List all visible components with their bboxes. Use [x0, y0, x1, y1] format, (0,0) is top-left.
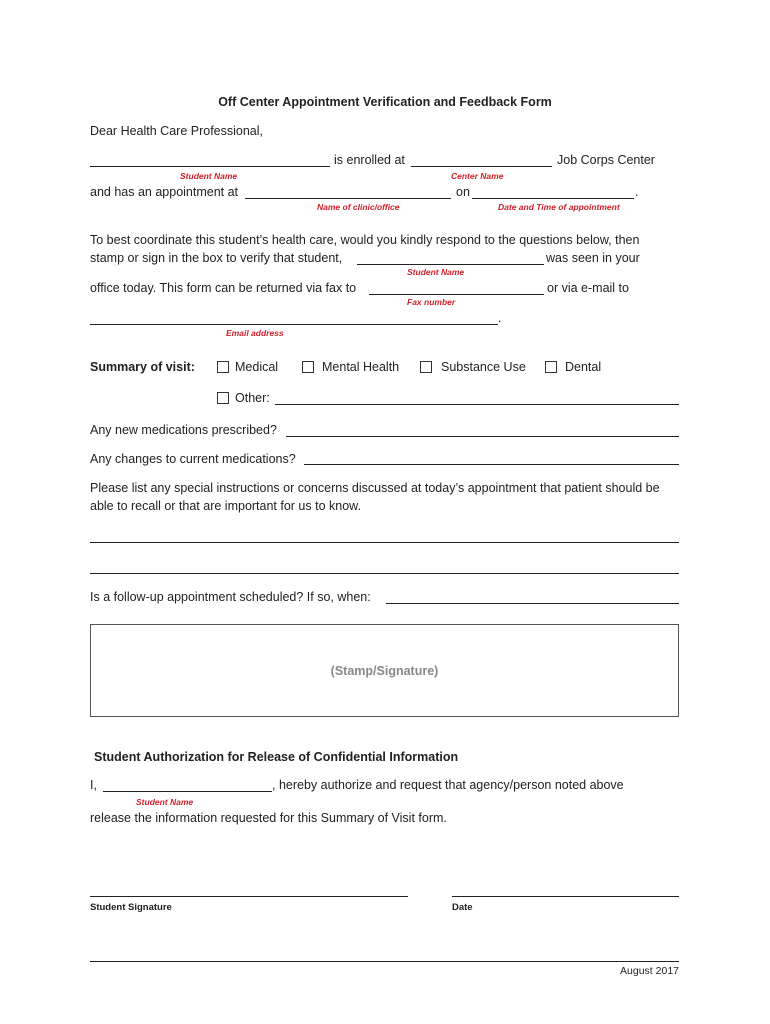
authorization-name-field[interactable]	[103, 791, 272, 792]
clinic-name-hint: Name of clinic/office	[317, 202, 400, 212]
coordinate-line-3: office today. This form can be returned via fax to	[90, 281, 357, 295]
authorization-text: , hereby authorize and request that agency/person noted above	[272, 778, 624, 792]
enrolled-text: is enrolled at	[334, 153, 405, 167]
clinic-name-field[interactable]	[245, 198, 451, 199]
student-name-hint: Student Name	[180, 171, 238, 181]
authorization-release: release the information requested for this Summary of Visit form.	[90, 811, 447, 825]
student-signature-label: Student Signature	[90, 902, 172, 913]
stamp-signature-box[interactable]	[90, 624, 679, 717]
student-name-field-2[interactable]	[357, 264, 544, 265]
coordinate-line-2: stamp or sign in the box to verify that student,	[90, 251, 343, 265]
fax-number-field[interactable]	[369, 294, 544, 295]
mental-health-label: Mental Health	[322, 360, 400, 374]
student-name-field[interactable]	[90, 166, 330, 167]
student-name-hint-2: Student Name	[407, 267, 465, 277]
substance-use-checkbox[interactable]	[420, 361, 432, 373]
email-address-field[interactable]	[90, 324, 498, 325]
substance-use-label: Substance Use	[441, 360, 526, 374]
student-name-hint-3: Student Name	[136, 797, 194, 807]
mental-health-checkbox[interactable]	[302, 361, 314, 373]
greeting: Dear Health Care Professional,	[90, 124, 263, 138]
followup-question: Is a follow-up appointment scheduled? If so, when:	[90, 590, 371, 604]
date-label: Date	[452, 902, 473, 913]
instructions-line-2: able to recall or that are important for us to know.	[90, 499, 361, 513]
job-corps-text: Job Corps Center	[557, 153, 655, 167]
changes-field[interactable]	[304, 464, 679, 465]
medications-question: Any new medications prescribed?	[90, 423, 277, 437]
medications-field[interactable]	[286, 436, 679, 437]
seen-text: was seen in your	[546, 251, 640, 265]
email-address-hint: Email address	[226, 328, 284, 338]
coordinate-line-1: To best coordinate this student’s health care, would you kindly respond to the questions below, then	[90, 233, 640, 247]
fax-number-hint: Fax number	[407, 297, 456, 307]
center-name-hint: Center Name	[451, 171, 504, 181]
appointment-datetime-field[interactable]	[472, 198, 634, 199]
authorization-i: I,	[90, 778, 97, 792]
date-time-hint: Date and Time of appointment	[498, 202, 620, 212]
other-field[interactable]	[275, 404, 679, 405]
appointment-text: and has an appointment at	[90, 185, 239, 199]
email-text: or via e-mail to	[547, 281, 629, 295]
medical-checkbox[interactable]	[217, 361, 229, 373]
student-signature-field[interactable]	[90, 896, 408, 897]
stamp-label: (Stamp/Signature)	[330, 664, 439, 678]
email-period: .	[498, 311, 502, 325]
medical-label: Medical	[235, 360, 279, 374]
on-text: on	[456, 185, 470, 199]
dental-label: Dental	[565, 360, 602, 374]
other-label: Other:	[235, 391, 270, 405]
footer-date: August 2017	[620, 965, 679, 977]
line2-period: .	[635, 185, 639, 199]
authorization-heading: Student Authorization for Release of Confidential Information	[94, 750, 459, 764]
date-field[interactable]	[452, 896, 679, 897]
form-title: Off Center Appointment Verification and Feedback Form	[218, 95, 552, 109]
dental-checkbox[interactable]	[545, 361, 557, 373]
summary-label: Summary of visit:	[90, 360, 195, 374]
followup-field[interactable]	[386, 603, 679, 604]
footer-rule	[90, 961, 679, 962]
instructions-line-1: Please list any special instructions or concerns discussed at today’s appointment that patient should be	[90, 481, 660, 495]
other-checkbox[interactable]	[217, 392, 229, 404]
changes-question: Any changes to current medications?	[90, 452, 296, 466]
instructions-field-2[interactable]	[90, 573, 679, 574]
instructions-field-1[interactable]	[90, 542, 679, 543]
center-name-field[interactable]	[411, 166, 552, 167]
